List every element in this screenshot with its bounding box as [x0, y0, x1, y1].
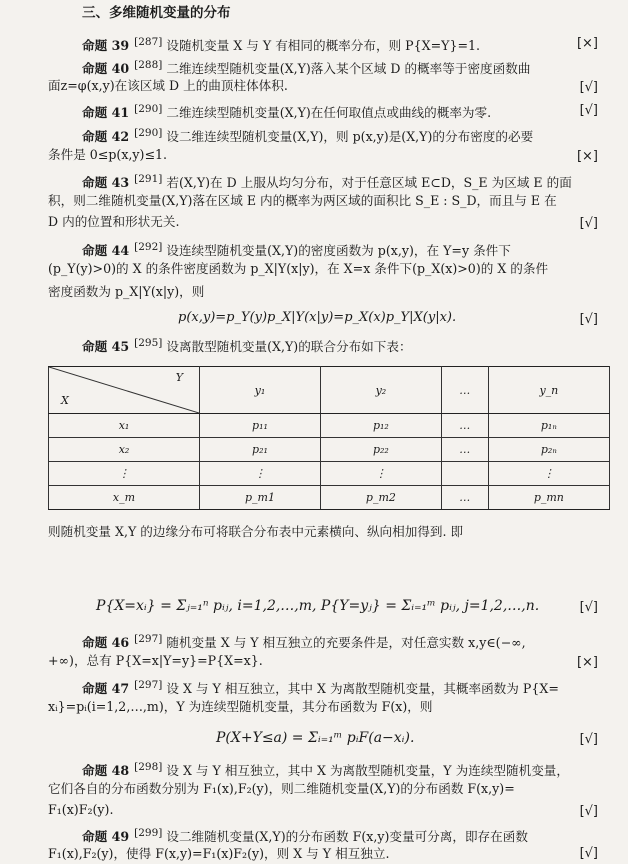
prop-46	[82, 630, 600, 652]
table-header-cell: y_n	[488, 367, 609, 414]
table-cell: p_m1	[200, 486, 321, 510]
prop-ref: [290]	[134, 127, 163, 139]
table-cell	[441, 462, 488, 486]
prop-ref: [292]	[134, 241, 163, 253]
prop-name: 命题 41	[82, 105, 130, 121]
prop-name: 命题 49	[82, 829, 130, 845]
prop-40-cont: 面z=φ(x,y)在该区域 D 上的曲顶柱体体积.	[48, 78, 288, 93]
prop-name: 命题 43	[82, 175, 130, 191]
prop-46-cont: +∞)，总有 P{X=x|Y=y}=P{X=x}.	[48, 653, 263, 668]
prop-text: 随机变量 X 与 Y 相互独立的充要条件是，对任意实数 x,y∈(−∞,	[166, 635, 526, 651]
prop-49-cont: F₁(x),F₂(y)，使得 F(x,y)=F₁(x)F₂(y)，则 X 与 Y 相互独立.	[48, 846, 390, 861]
prop-40	[82, 56, 600, 78]
answer-mark: [√]	[579, 216, 598, 231]
table-cell: p₁₁	[200, 414, 321, 438]
table-cell: ⋮	[49, 462, 200, 486]
prop-text: 设 X 与 Y 相互独立，其中 X 为离散型随机变量，其概率函数为 P{X=	[166, 681, 559, 697]
prop-text: 设 X 与 Y 相互独立，其中 X 为离散型随机变量，Y 为连续型随机变量，	[166, 763, 569, 779]
prop-44-cont: (p_Y(y)>0)的 X 的条件密度函数为 p_X|Y(x|y)，在 X=x 条件下(p_X(x)>0)的 X 的条件	[48, 261, 549, 276]
prop-43-cont: 积，则二维随机变量(X,Y)落在区域 E 内的概率为两区域的面积比 S_E : S_D，而且与 E 在	[48, 193, 557, 208]
prop-name: 命题 39	[82, 38, 130, 54]
prop-48	[82, 758, 600, 780]
prop-text: 设随机变量 X 与 Y 有相同的概率分布，则 P{X=Y}=1.	[166, 38, 481, 54]
prop-49	[82, 824, 600, 846]
table-cell: p₂₂	[320, 438, 441, 462]
answer-mark: [×]	[576, 36, 598, 51]
section-title: 三、多维随机变量的分布	[82, 5, 231, 21]
prop-text: 若(X,Y)在 D 上服从均匀分布，对于任意区域 E⊂D，S_E 为区域 E 的面	[166, 175, 572, 191]
table-corner-cell	[49, 367, 200, 414]
answer-mark: [×]	[576, 655, 598, 670]
answer-mark: [√]	[579, 600, 598, 615]
prop-name: 命题 47	[82, 681, 130, 697]
table-header-cell: y₁	[200, 367, 321, 414]
prop-47-cont: xᵢ}=pᵢ(i=1,2,…,m)，Y 为连续型随机变量，其分布函数为 F(x)，则	[48, 699, 433, 714]
table-row	[49, 486, 610, 510]
prop-name: 命题 44	[82, 243, 130, 259]
prop-ref: [298]	[134, 761, 163, 773]
prop-ref: [291]	[134, 173, 163, 185]
prop-42	[82, 124, 600, 146]
table-cell: ⋮	[200, 462, 321, 486]
prop-39	[82, 33, 600, 55]
prop-45	[82, 334, 600, 356]
prop-41	[82, 100, 600, 122]
table-header-cell: y₂	[320, 367, 441, 414]
table-cell: p_mn	[488, 486, 609, 510]
answer-mark: [×]	[576, 149, 598, 164]
table-row	[49, 414, 610, 438]
table-header-cell: …	[441, 367, 488, 414]
table-cell: …	[441, 414, 488, 438]
prop-name: 命题 40	[82, 61, 130, 77]
prop-text: 设离散型随机变量(X,Y)的联合分布如下表：	[166, 339, 412, 355]
prop-43	[82, 170, 600, 192]
prop-42-cont: 条件是 0≤p(x,y)≤1.	[48, 147, 168, 162]
formula-45: P{X=xᵢ} = Σⱼ₌₁ⁿ pᵢⱼ, i=1,2,…,m, P{Y=yⱼ} = Σᵢ₌₁ᵐ pᵢⱼ, j=1,2,…,n.	[96, 598, 540, 614]
prop-name: 命题 42	[82, 129, 130, 145]
prop-text: 设二维连续型随机变量(X,Y)，则 p(x,y)是(X,Y)的分布密度的必要	[166, 129, 534, 145]
prop-48-cont: 它们各自的分布函数分别为 F₁(x),F₂(y)，则二维随机变量(X,Y)的分布函数 F(x,y)=	[48, 781, 515, 796]
prop-48-cont2: F₁(x)F₂(y).	[48, 802, 114, 817]
prop-ref: [297]	[134, 633, 163, 645]
prop-name: 命题 45	[82, 339, 130, 355]
prop-ref: [295]	[134, 337, 163, 349]
prop-text: 二维连续型随机变量(X,Y)落入某个区域 D 的概率等于密度函数曲	[166, 61, 531, 77]
table-cell: p₂₁	[200, 438, 321, 462]
prop-ref: [287]	[134, 36, 163, 48]
formula-44: p(x,y)=p_Y(y)p_X|Y(x|y)=p_X(x)p_Y|X(y|x).	[178, 310, 457, 325]
answer-mark: [√]	[579, 804, 598, 819]
table-cell: ⋮	[488, 462, 609, 486]
prop-ref: [299]	[134, 827, 163, 839]
answer-mark: [√]	[579, 80, 598, 95]
formula-47: P(X+Y≤a) = Σᵢ₌₁ᵐ pᵢF(a−xᵢ).	[216, 730, 415, 746]
table-cell: p₂ₙ	[488, 438, 609, 462]
table-cell: x₂	[49, 438, 200, 462]
table-cell: …	[441, 486, 488, 510]
prop-text: 设二维随机变量(X,Y)的分布函数 F(x,y)变量可分离，即存在函数	[166, 829, 528, 845]
table-cell: p₁ₙ	[488, 414, 609, 438]
joint-distribution-table	[48, 366, 610, 510]
prop-44	[82, 238, 600, 260]
prop-ref: [297]	[134, 679, 163, 691]
prop-43-cont2: D 内的位置和形状无关.	[48, 214, 180, 229]
answer-mark: [√]	[579, 312, 598, 327]
prop-ref: [288]	[134, 59, 163, 71]
table-cell: x₁	[49, 414, 200, 438]
table-header-row	[49, 367, 610, 414]
table-cell: ⋮	[320, 462, 441, 486]
table-cell: …	[441, 438, 488, 462]
prop-name: 命题 48	[82, 763, 130, 779]
corner-y-label: Y	[175, 371, 183, 384]
answer-mark: [√]	[579, 846, 598, 861]
after-table-text: 则随机变量 X,Y 的边缘分布可将联合分布表中元素横向、纵向相加得到. 即	[48, 524, 464, 539]
prop-ref: [290]	[134, 103, 163, 115]
prop-47	[82, 676, 600, 698]
table-cell: p_m2	[320, 486, 441, 510]
table-row	[49, 462, 610, 486]
answer-mark: [√]	[579, 103, 598, 118]
table-row	[49, 438, 610, 462]
table-cell: x_m	[49, 486, 200, 510]
table-cell: p₁₂	[320, 414, 441, 438]
corner-x-label: X	[61, 394, 69, 407]
prop-text: 设连续型随机变量(X,Y)的密度函数为 p(x,y)，在 Y=y 条件下	[166, 243, 511, 259]
answer-mark: [√]	[579, 732, 598, 747]
prop-44-cont2: 密度函数为 p_X|Y(x|y)，则	[48, 284, 205, 299]
prop-name: 命题 46	[82, 635, 130, 651]
prop-text: 二维连续型随机变量(X,Y)在任何取值点或曲线的概率为零.	[166, 105, 492, 121]
